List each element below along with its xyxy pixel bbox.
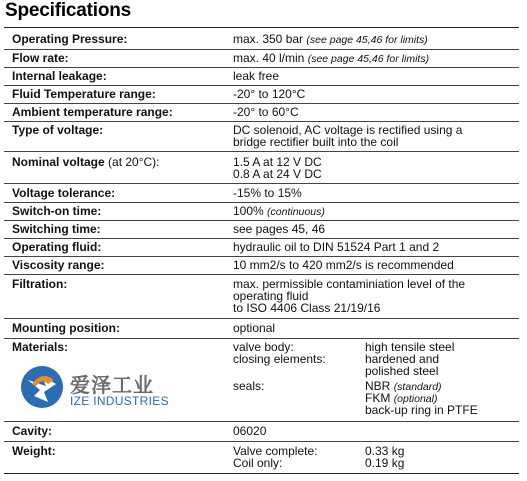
value-note: (see page 45,46 for limits) [307, 53, 430, 65]
label-operating-pressure: Operating Pressure: [12, 32, 128, 46]
row-rule [4, 238, 519, 239]
row-rule [4, 274, 519, 275]
value-ambient-temperature: -20° to 60°C [233, 105, 299, 119]
value-type-of-voltage-line2: bridge rectifier built into the coil [233, 135, 399, 149]
value-nominal-voltage-line1: 1.5 A at 12 V DC [233, 155, 322, 169]
value-filtration-line3: to ISO 4406 Class 21/19/16 [233, 301, 381, 315]
materials-seals-label: seals: [233, 379, 265, 393]
materials-closing-value-2: polished steel [365, 364, 439, 378]
label-weight: Weight: [12, 444, 56, 458]
label-materials: Materials: [12, 340, 69, 354]
row-rule [4, 202, 519, 203]
value-switch-on-time [233, 205, 325, 219]
row-rule [4, 49, 519, 50]
value-internal-leakage: leak free [233, 69, 280, 83]
page-title: Specifications [5, 0, 132, 21]
bottom-rule [4, 473, 519, 474]
value-text: max. 350 bar [233, 32, 304, 46]
value-note: (see page 45,46 for limits) [306, 34, 428, 46]
row-rule [4, 183, 519, 184]
materials-valve-body-value: high tensile steel [365, 340, 455, 354]
row-rule [4, 421, 519, 422]
logo-name-en: IZE INDUSTRIES [70, 394, 169, 408]
label-text: Nominal voltage [12, 155, 105, 169]
label-ambient-temperature: Ambient temperature range: [12, 105, 173, 119]
materials-closing-elements-label: closing elements: [233, 352, 326, 366]
seal-text: FKM [365, 391, 391, 405]
row-rule [4, 151, 519, 152]
weight-item-2-value: 0.19 kg [365, 456, 405, 470]
value-text: max. 40 l/min [233, 51, 305, 65]
row-rule [4, 67, 519, 68]
label-flow-rate: Flow rate: [12, 51, 69, 65]
weight-item-1-label: Valve complete: [233, 444, 318, 458]
label-fluid-temperature: Fluid Temperature range: [12, 87, 156, 101]
top-rule [4, 27, 519, 28]
value-cavity: 06020 [233, 424, 267, 438]
value-viscosity-range: 10 mm2/s to 420 mm2/s is recommended [233, 258, 454, 272]
label-voltage-tolerance: Voltage tolerance: [12, 186, 116, 200]
value-text: 100% [233, 204, 264, 218]
value-operating-fluid: hydraulic oil to DIN 51524 Part 1 and 2 [233, 240, 440, 254]
value-filtration-line2: operating fluid [233, 289, 309, 303]
row-rule [4, 441, 519, 442]
seal-note: (standard) [393, 381, 442, 393]
value-fluid-temperature: -20° to 120°C [233, 87, 306, 101]
value-flow-rate [233, 52, 429, 66]
label-mounting-position: Mounting position: [12, 321, 120, 335]
materials-valve-body-label: valve body: [233, 340, 294, 354]
weight-item-1-value: 0.33 kg [365, 444, 405, 458]
row-rule [4, 256, 519, 257]
materials-seal-3: back-up ring in PTFE [365, 403, 478, 417]
label-switch-on-time: Switch-on time: [12, 204, 102, 218]
label-switching-time: Switching time: [12, 222, 101, 236]
seal-text: NBR [365, 379, 391, 393]
row-rule [4, 220, 519, 221]
label-viscosity-range: Viscosity range: [12, 258, 105, 272]
label-nominal-voltage [12, 156, 160, 169]
label-operating-fluid: Operating fluid: [12, 240, 102, 254]
row-rule [4, 121, 519, 122]
label-cavity: Cavity: [12, 424, 53, 438]
value-operating-pressure [233, 33, 428, 47]
seal-note: (optional) [393, 393, 438, 405]
label-internal-leakage: Internal leakage: [12, 69, 107, 83]
value-nominal-voltage-line2: 0.8 A at 24 V DC [233, 167, 322, 181]
row-rule [4, 338, 519, 339]
row-rule [4, 103, 519, 104]
value-mounting-position: optional [233, 321, 276, 335]
value-filtration-line1: max. permissible contaminiation level of the [233, 277, 466, 291]
value-type-of-voltage-line1: DC solenoid, AC voltage is rectified using a [233, 123, 463, 137]
label-type-of-voltage: Type of voltage: [12, 123, 104, 137]
label-suffix: (at 20°C): [108, 155, 160, 169]
label-filtration: Filtration: [12, 277, 68, 291]
logo-name-cn: 爱泽工业 [70, 373, 154, 397]
weight-item-2-label: Coil only: [233, 456, 283, 470]
row-rule [4, 85, 519, 86]
materials-closing-value-1: hardened and [365, 352, 440, 366]
value-voltage-tolerance: -15% to 15% [233, 186, 302, 200]
value-switching-time: see pages 45, 46 [233, 222, 326, 236]
value-note: (continuous) [267, 206, 325, 218]
row-rule [4, 318, 519, 319]
